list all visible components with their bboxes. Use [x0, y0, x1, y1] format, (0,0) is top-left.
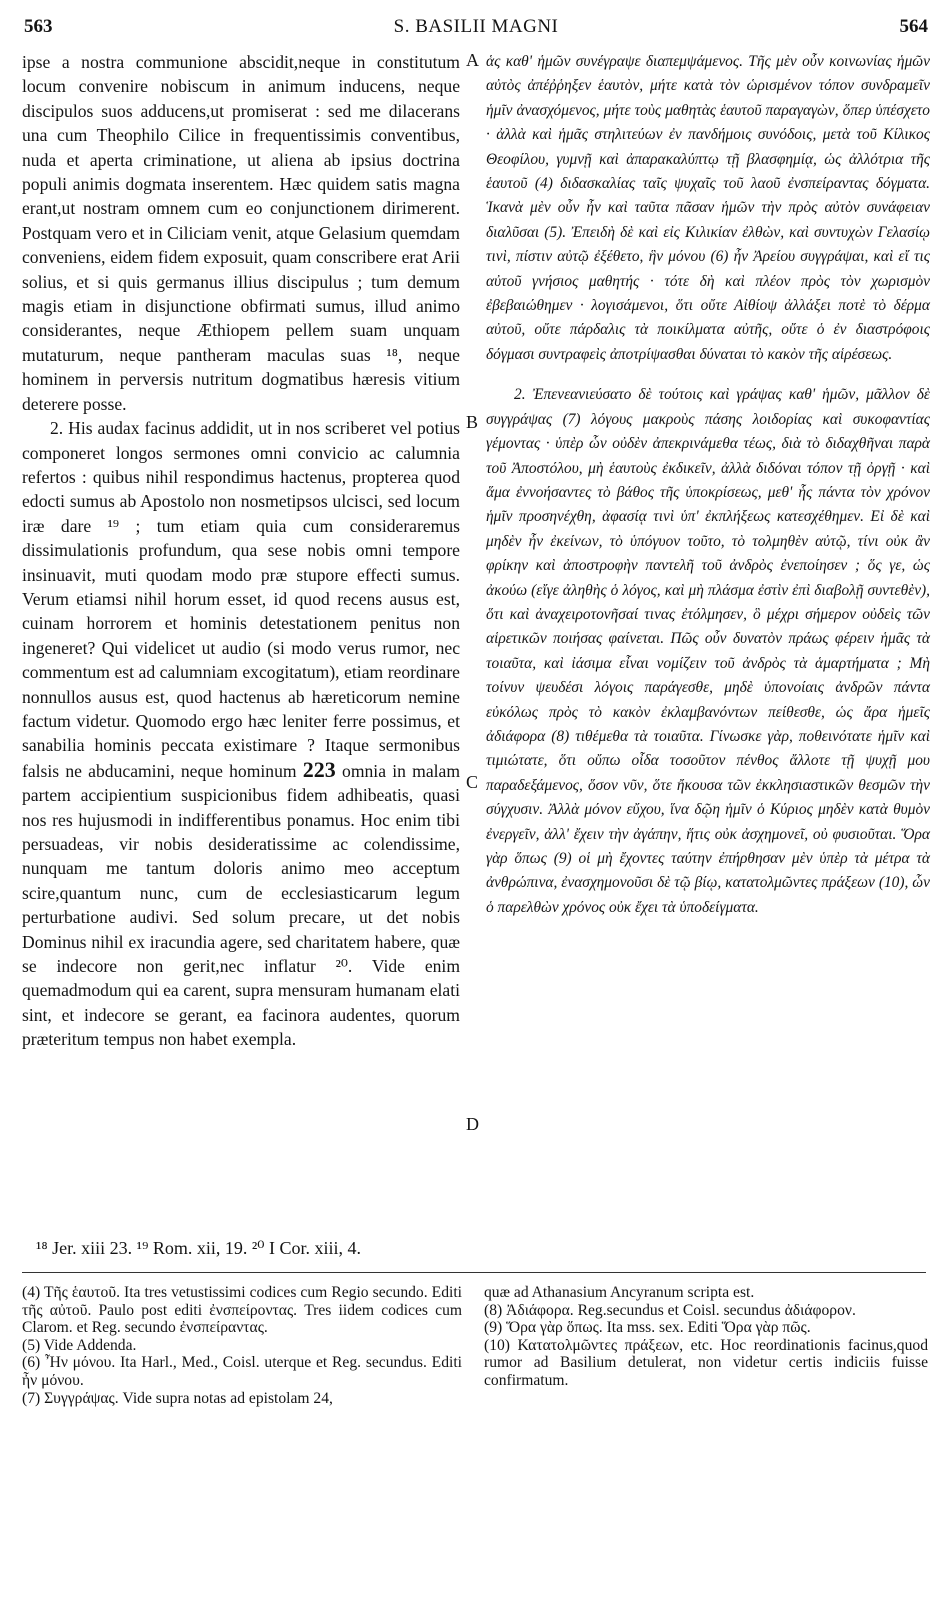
greek-column [486, 50, 930, 920]
footnote: (4) Τῆς ἑαυτοῦ. Ita tres vetustissimi codices cum Regio secundo. Editi τῆς αὐτοῦ. Paulo post editi ἐνσπείροντας. Tres iidem codices cum Clarom. et Reg. secundo ἐνσπείραντας. [22, 1284, 462, 1337]
margin-letter-a: A [466, 50, 479, 70]
latin-paragraph-2 [22, 416, 460, 1052]
footnote: (8) Ἀδιάφορα. Reg.secundus et Coisl. secundus ἀδιάφορον. [484, 1301, 856, 1319]
page-number-right: 564 [899, 16, 928, 37]
footnote-divider [22, 1272, 926, 1273]
page-number-left: 563 [24, 16, 53, 37]
greek-paragraph-1: ἁς καθ' ἡμῶν συνέγραψε διαπεμψάμενος. Τῆς μὲν οὖν κοινωνίας ἡμῶν αὐτὸς ἀπέῤῥηξεν ἑαυτὸν, μήτε κατὰ τὸν ὡρισμένον τόπον συνδραμεῖν ἡμῖν ἀνασχόμενος, μήτε τοὺς μαθητὰς ἑαυτοῦ παραγαγὼν, ὅπερ ὑπέσχετο · ἀλλὰ καὶ ἡμᾶς στηλιτεύων ἐν πανδήμοις συνόδοις, μετὰ τοῦ Κίλικος Θεοφίλου, γυμνῇ καὶ ἀπαρακαλύπτῳ τῇ βλασφημίᾳ, ὡς ἀλλότρια τῆς ἑαυτοῦ (4) διδασκαλίας ταῖς ψυχαῖς τοῦ λαοῦ ἐνσπείραντας δόγματα. Ἱκανὰ μὲν οὖν ἦν καὶ ταῦτα πᾶσαν ἡμῶν τὴν πρὸς αὐτὸν συνάφειαν διαλῦσαι (5). Ἐπειδὴ δὲ καὶ εἰς Κιλικίαν ἐλθὼν, καὶ συντυχὼν Γελασίῳ τινὶ, πίστιν αὐτῷ ἐξέθετο, ἣν μόνου (6) ἦν Ἀρείου συγγράψαι, καὶ εἴ τις αὐτοῦ γνήσιος μαθητής · τότε δὴ καὶ πλέον πρὸς τὸν χωρισμὸν ἐβεβαιώθημεν · λογισάμενοι, ὅτι οὔτε Αἰθίοψ ἀλλάξει ποτὲ τὸ δέρμα αὐτοῦ, οὔτε πάρδαλις τὰ ποικίλματα αὐτῆς, οὔτε ὁ ἐν διαστρόφοις δόγμασι συντραφεὶς ἀποτρίψασθαι δύναται τὸ κακὸν τῆς αἱρέσεως. [486, 53, 930, 363]
footnotes-left [22, 1284, 462, 1407]
scripture-references: ¹⁸ Jer. xiii 23. ¹⁹ Rom. xii, 19. ²⁰ I Cor. xiii, 4. [36, 1238, 361, 1258]
latin-paragraph-1: ipse a nostra communione abscidit,neque in constitutum locum convenire nobiscum in animum inducens, neque discipulos suos adducens,ut promiserat : sed me dilacerans una cum Theophilo Cilice in frequentissimis conventibus, nuda et aperta criminatione, ut aliena ab ipsius doctrina populi animis dogmata inserentem. Hæc quidem satis magna erant,ut nostram omnem cum eo conjunctionem dirimerent. Postquam vero et in Ciliciam venit, atque Gelasium quemdam conveniens, eidem fidem exposuit, quam conscribere erat Arii solius, et si quis germanus illius discipulus ; tum demum magis etiam in disjunctione obfirmati sumus, illud animo considerantes, neque Æthiopem pellem suam unquam mutaturum, neque pantheram maculas suas ¹⁸, neque hominem in perversis nutritum dogmatibus hæresis vitium deterere posse. [22, 52, 460, 414]
page-header [24, 16, 928, 40]
footnote: quæ ad Athanasium Ancyranum scripta est. [484, 1284, 755, 1301]
running-title: S. BASILII MAGNI [393, 16, 559, 37]
footnote: (6) Ἦν μόνου. Ita Harl., Med., Coisl. uterque et Reg. secundus. Editi ἦν μόνου. [22, 1354, 462, 1389]
latin-column [22, 50, 460, 1052]
footnote: (9) Ὅρα γὰρ ὅπως. Ita mss. sex. Editi Ὅρα γὰρ πῶς. [484, 1319, 811, 1337]
footnotes-right [484, 1284, 928, 1390]
footnote: (7) Συγγράψας. Vide supra notas ad epistolam 24, [22, 1389, 333, 1407]
footnote: (5) Vide Addenda. [22, 1336, 137, 1354]
latin-paragraph-2-part-b: omnia in malam partem accipientium suspicionibus fidem adhibeatis, quasi nos res hujusmodi in indifferentibus ponamus. Hoc enim tibi persuadeas, vir nobis desideratissime ac colendissime, nunquam me tantum doloris animo meo acceptum scire,quantum nunc, cum de ecclesiasticarum legum perturbatione audivi. Sed solum precare, ut det nobis Dominus nihil ex iracundia agere, sed charitatem habere, quæ se indecore non gerit,nec inflatur ²⁰. Vide enim quemadmodum qui ea carent, supra mensuram humanam elati sint, et indecore se gerant, ea facinora audentes, quorum præteritum tempus non habet exempla. [22, 760, 461, 1050]
page-marker: 223 [302, 756, 336, 782]
latin-paragraph-2-part-a: 2. His audax facinus addidit, ut in nos scriberet vel potius componeret longos sermones omni convicio ac calumnia refertos : quibus nihil respondimus hactenus, propterea quod edocti sumus ab Apostolo non nosmetipsos ulcisci, sed locum iræ dare ¹⁹ ; tum etiam quia cum consideraremus dissimulationis profundum, qua sese nobis omni tempore insinuavit, muti quodam modo præ stupore effecti sumus. Verum etiamsi nihil horum esset, id quod recens ausus est, cuinam horrorem et hominis detestationem penitus non ingeneret? Qui videlicet ut audio (si modo verus rumor, nec commentum est ad calumniam excogitatum), etiam reordinare nonnullos ausus est, quod hactenus ab hæreticorum nemine factum videtur. Quomodo ergo hæc leniter ferre possimus, et sanabilia hominis peccata existimare ? Itaque sermonibus falsis ne abducamini, neque hominum [22, 418, 460, 781]
greek-paragraph-2: 2. Ἐπενεανιεύσατο δὲ τούτοις καὶ γράψας καθ' ἡμῶν, μᾶλλον δὲ συγγράψας (7) λόγους μακροὺς πάσης λοιδορίας καὶ συκοφαντίας γέμοντας · ὑπὲρ ὧν οὐδὲν ἀπεκρινάμεθα τέως, διὰ τὸ διδαχθῆναι παρὰ τοῦ Ἀποστόλου, μὴ ἑαυτοὺς ἐκδικεῖν, ἀλλὰ διδόναι τόπον τῇ ὀργῇ · καὶ ἅμα ἐννοήσαντες τὸ βάθος τῆς ὑποκρίσεως, μεθ' ἧς πάντα τὸν χρόνον ἡμῖν προσηνέχθη, ἀφασίᾳ τινὶ ὑπ' ἐκπλήξεως κατεσχέθημεν. Εἰ δὲ καὶ μηδὲν ἦν ἐκείνων, τὸ ὑπόγυον τοῦτο, τὸ τολμηθὲν αὐτῷ, τίνι οὐκ ἂν φρίκην καὶ ἀποστροφὴν παντελῆ τοῦ ἀνδρὸς ἐνεποίησεν ; ὅς γε, ὡς ἀκούω (εἴγε ἀληθὴς ὁ λόγος, καὶ μὴ πλάσμα ἐστὶν ἐπὶ διαβολῇ συντεθὲν), ὅτι καὶ ἀναχειροτονῆσαί τινας ἐτόλμησεν, ὃ μέχρι σήμερον οὐδεὶς τῶν αἱρετικῶν ποιήσας φαίνεται. Πῶς οὖν δυνατὸν πράως φέρειν ἡμᾶς τὰ τοιαῦτα, καὶ ἰάσιμα εἶναι νομίζειν τοῦ ἀνδρὸς τὰ ἁμαρτήματα ; Μὴ τοίνυν ψευδέσι λόγοις παράγεσθε, μηδὲ ὑπονοίαις ἀνδρῶν πάντα εὐκόλως πρὸς τὸ κακὸν ἐκλαμβανόντων πείθεσθε, ὡς ἄρα ἡμεῖς ἀδιάφορα (8) τιθέμεθα τὰ τοιαῦτα. Γίνωσκε γὰρ, ποθεινότατε ἡμῖν καὶ τιμιώτατε, ὅτι οὔπω οἶδα τοσοῦτον πένθος ἄλλοτε τῇ ψυχῇ μου παραδεξάμενος, ὅσον νῦν, ὅτε ἤκουσα τῶν ἐκκλησιαστικῶν θεσμῶν τὴν σύγχυσιν. Ἀλλὰ μόνον εὔχου, ἵνα δῷη ἡμῖν ὁ Κύριος μηδὲν κατὰ θυμὸν ἐνεργεῖν, ἀλλ' ἔχειν τὴν ἀγάπην, ἥτις οὐκ ἀσχημονεῖ, οὐ φυσιοῦται. Ὅρα γὰρ ὅπως (9) οἱ μὴ ἔχοντες ταύτην ἐπήρθησαν μὲν ὑπὲρ τὰ μέτρα τὰ ἀνθρώπινα, ἐνασχημονοῦσι δὲ τῷ βίῳ, κατατολμῶντες πράξεων (10), ὧν ὁ παρελθὼν χρόνος οὐκ ἔχει τὰ ὑποδείγματα. [486, 386, 930, 916]
footnote: (10) Κατατολμῶντες πράξεων, etc. Hoc reordinationis facinus,quod rumor ad Basilium detulerat, non videtur certis indiciis fuisse confirmatum. [484, 1336, 928, 1389]
margin-letter-b: B [466, 412, 479, 432]
margin-letter-d: D [466, 1114, 479, 1134]
margin-letter-c: C [466, 772, 479, 792]
